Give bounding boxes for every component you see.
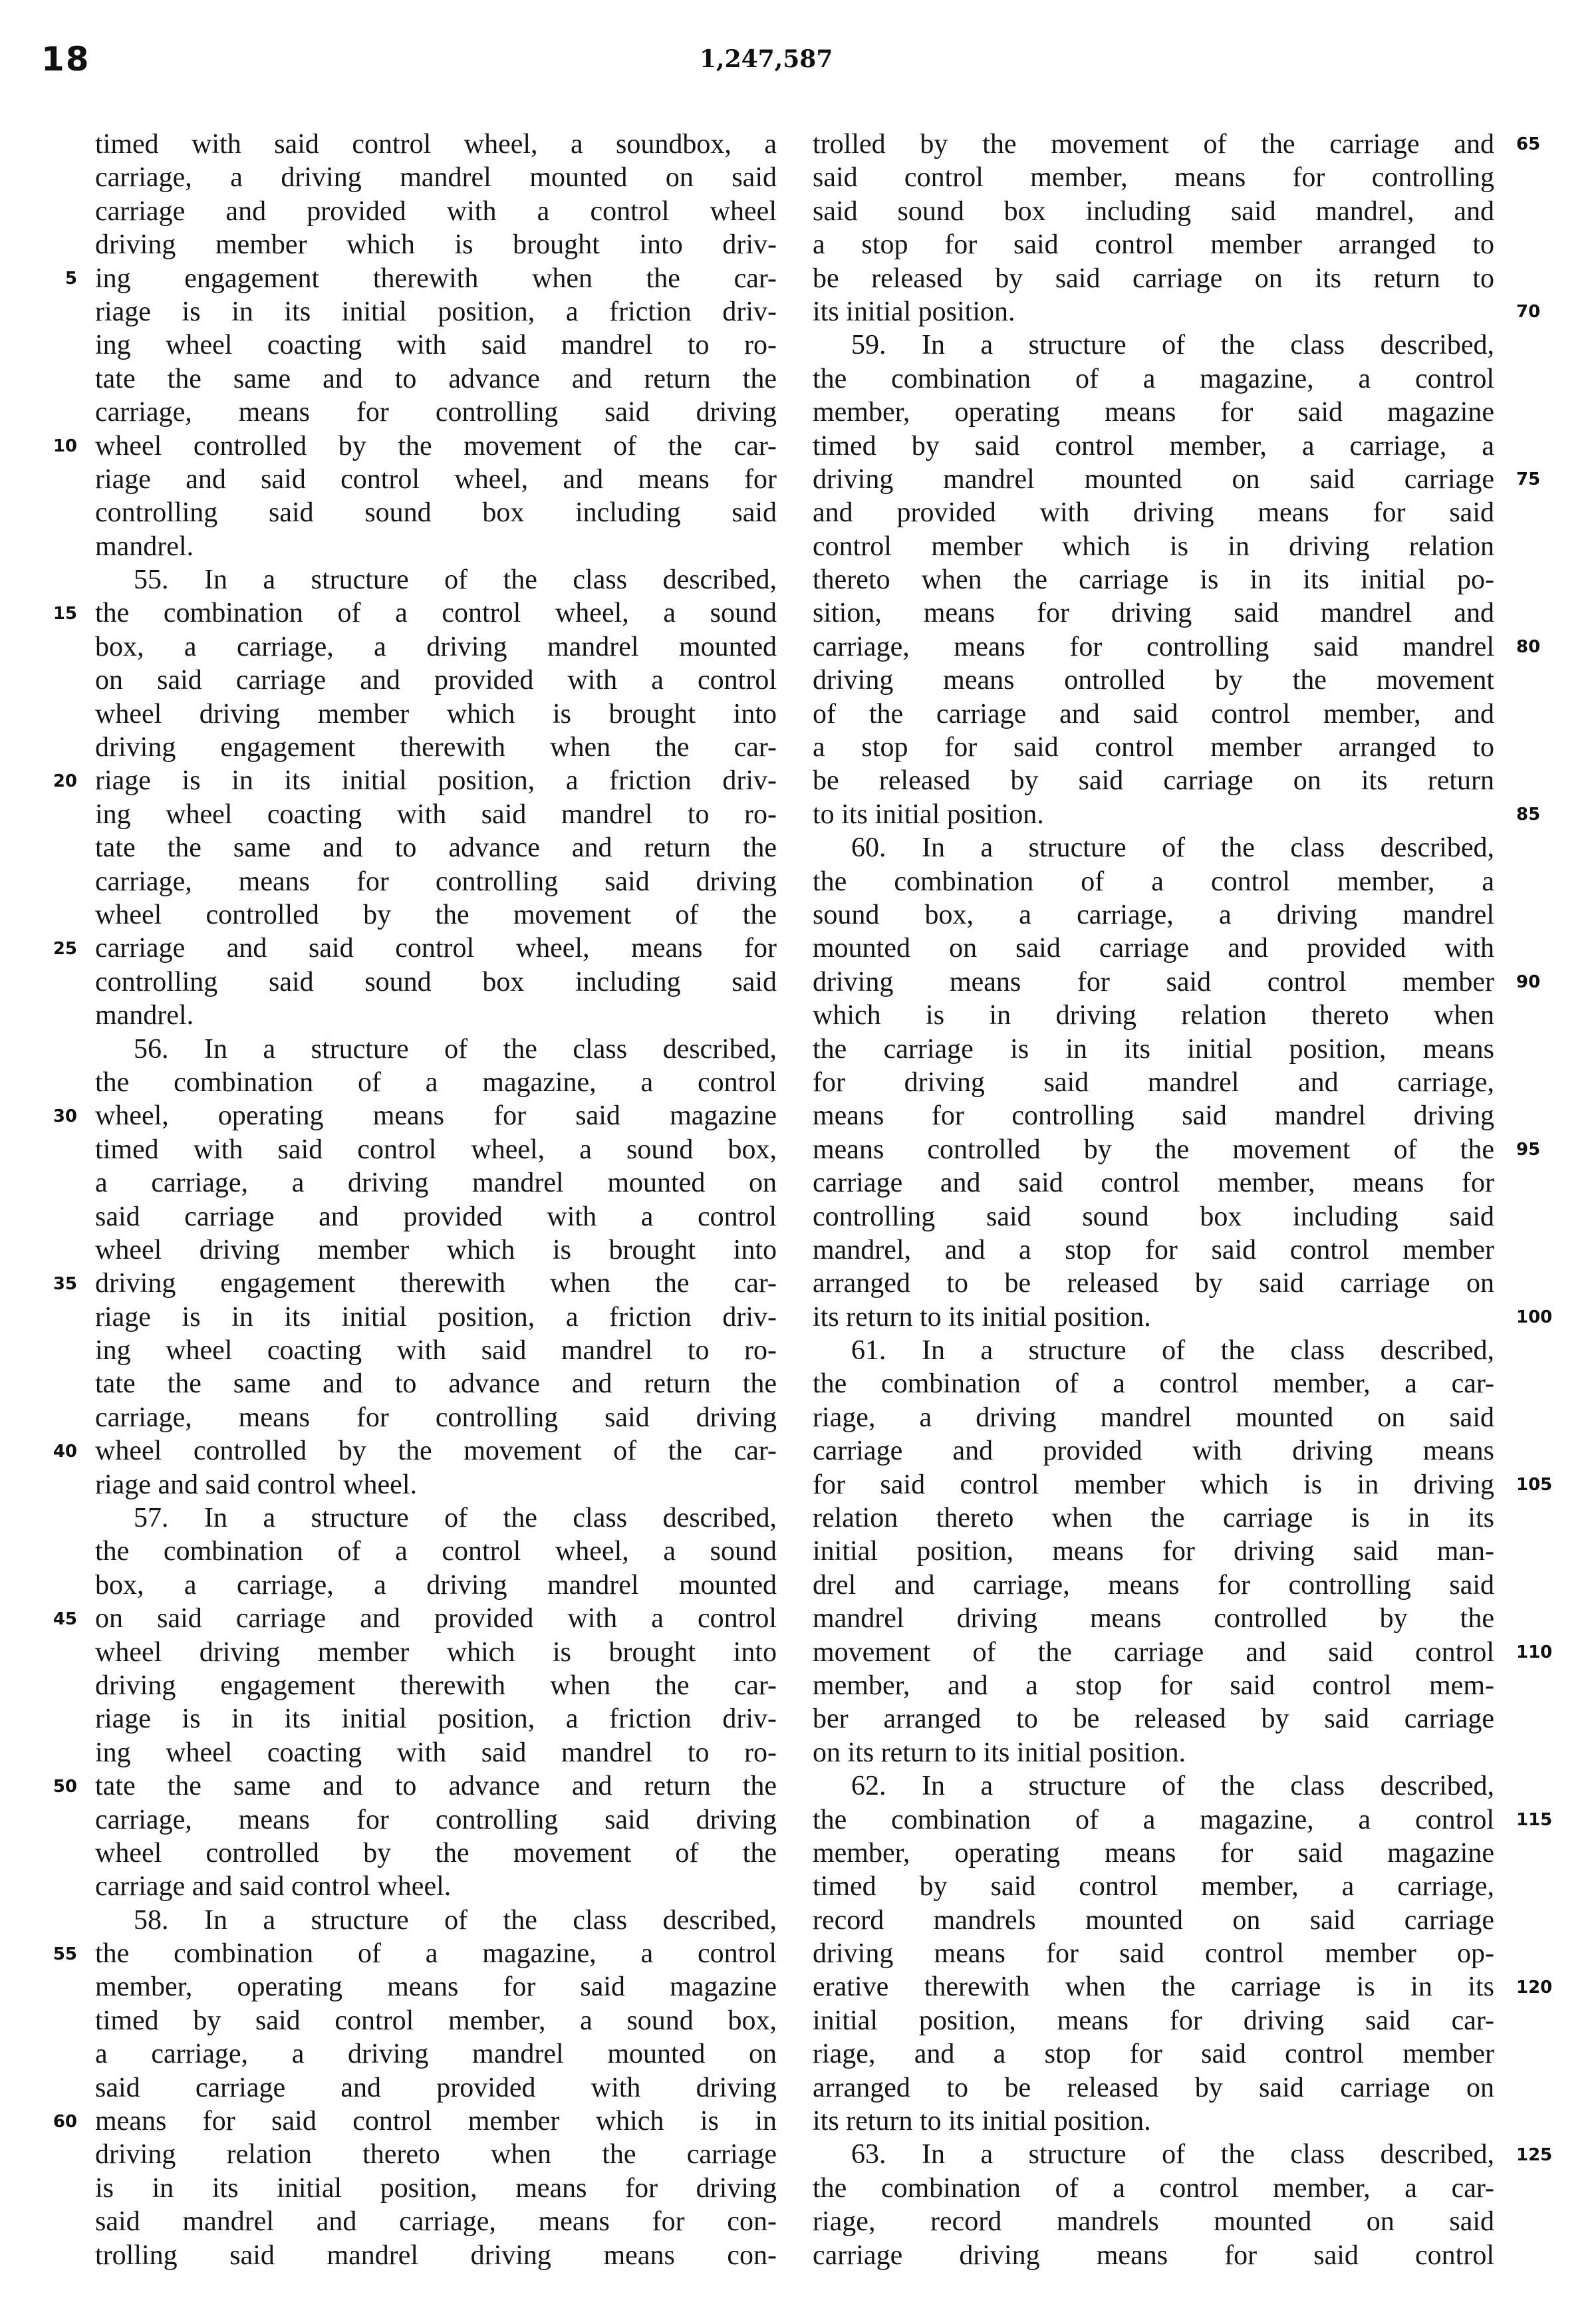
line-number: 65 xyxy=(1516,134,1541,154)
line-number: 60 xyxy=(53,2111,77,2132)
text-line: driving member which is brought into driv- xyxy=(95,229,777,261)
text-line: timed by said control member, a carriage, xyxy=(813,1871,1494,1902)
text-line: 61. In a structure of the class described, xyxy=(851,1335,1494,1366)
text-line: box, a carriage, a driving mandrel mounted xyxy=(95,1569,777,1601)
text-line: its initial position. xyxy=(813,296,1015,327)
text-line: on said carriage and provided with a control xyxy=(95,665,777,696)
text-line: driving mandrel mounted on said carriage xyxy=(813,463,1494,495)
text-line: be released by said carriage on its return to xyxy=(813,263,1494,294)
text-line: 59. In a structure of the class described, xyxy=(851,330,1494,361)
text-line: tate the same and to advance and return the xyxy=(95,363,777,394)
text-line: arranged to be released by said carriage on xyxy=(813,2072,1494,2103)
text-line: driving engagement therewith when the car- xyxy=(95,1268,777,1299)
text-line: be released by said carriage on its return xyxy=(813,765,1494,797)
text-line: controlling said sound box including said xyxy=(813,1201,1494,1232)
text-line: its return to its initial position. xyxy=(813,1301,1151,1333)
line-number: 55 xyxy=(53,1944,77,1964)
text-line: wheel controlled by the movement of the xyxy=(95,1837,777,1868)
text-line: member, operating means for said magazine xyxy=(95,1972,777,2003)
text-line: timed by said control member, a carriage, a xyxy=(813,430,1494,461)
text-line: mandrel. xyxy=(95,531,194,562)
text-line: the combination of a magazine, a control xyxy=(95,1938,777,1970)
text-line: for said control member which is in driving xyxy=(813,1469,1494,1500)
text-line: control member which is in driving relation xyxy=(813,531,1494,562)
text-line: the combination of a control member, a xyxy=(813,866,1494,897)
text-line: wheel controlled by the movement of the car- xyxy=(95,1436,777,1467)
text-line: said control member, means for controlling xyxy=(813,162,1494,193)
text-line: thereto when the carriage is in its initial po- xyxy=(813,565,1494,596)
text-line: 62. In a structure of the class described, xyxy=(851,1771,1494,1802)
text-line: 60. In a structure of the class described, xyxy=(851,833,1494,864)
text-line: wheel controlled by the movement of the car- xyxy=(95,430,777,461)
line-number: 35 xyxy=(53,1273,77,1294)
text-line: ing wheel coacting with said mandrel to ro- xyxy=(95,330,777,361)
patent-number: 1,247,587 xyxy=(700,45,833,73)
text-line: riage, and a stop for said control member xyxy=(813,2039,1494,2070)
text-line: of the carriage and said control member, and xyxy=(813,698,1494,729)
line-number: 120 xyxy=(1516,1978,1553,1997)
text-line: riage and said control wheel, and means for xyxy=(95,463,777,495)
line-number: 75 xyxy=(1516,469,1541,489)
text-line: the combination of a control member, a car- xyxy=(813,2172,1494,2204)
text-line: 56. In a structure of the class described, xyxy=(134,1033,777,1065)
text-line: riage is in its initial position, a friction driv- xyxy=(95,1704,777,1735)
text-line: carriage driving means for said control xyxy=(813,2240,1494,2271)
line-number: 125 xyxy=(1516,2145,1553,2165)
text-line: initial position, means for driving said man- xyxy=(813,1536,1494,1567)
text-line: tate the same and to advance and return the xyxy=(95,1368,777,1400)
text-line: carriage, means for controlling said driving xyxy=(95,397,777,428)
text-line: arranged to be released by said carriage on xyxy=(813,1268,1494,1299)
text-line: is in its initial position, means for driving xyxy=(95,2172,777,2204)
line-number: 15 xyxy=(53,603,77,624)
text-line: driving means for said control member xyxy=(813,966,1494,997)
line-number: 70 xyxy=(1516,302,1541,322)
text-line: for driving said mandrel and carriage, xyxy=(813,1067,1494,1098)
text-line: a stop for said control member arranged to xyxy=(813,229,1494,261)
text-line: carriage, means for controlling said driving xyxy=(95,866,777,897)
text-line: said sound box including said mandrel, and xyxy=(813,195,1494,227)
line-number: 115 xyxy=(1516,1810,1553,1830)
text-line: driving means for said control member op- xyxy=(813,1938,1494,1970)
text-line: driving engagement therewith when the car- xyxy=(95,732,777,763)
left-text-column xyxy=(95,128,777,2272)
text-line: means controlled by the movement of the xyxy=(813,1134,1494,1165)
text-line: drel and carriage, means for controlling said xyxy=(813,1569,1494,1601)
line-number: 80 xyxy=(1516,637,1541,657)
text-line: sition, means for driving said mandrel and xyxy=(813,598,1494,629)
text-line: wheel, operating means for said magazine xyxy=(95,1100,777,1132)
text-line: movement of the carriage and said control xyxy=(813,1636,1494,1668)
text-line: its return to its initial position. xyxy=(813,2106,1151,2137)
line-number: 90 xyxy=(1516,972,1541,992)
text-line: riage, a driving mandrel mounted on said xyxy=(813,1402,1494,1433)
text-line: timed by said control member, a sound box, xyxy=(95,2005,777,2036)
text-line: member, and a stop for said control mem- xyxy=(813,1670,1494,1701)
text-line: which is in driving relation thereto when xyxy=(813,1000,1494,1031)
line-number: 20 xyxy=(53,771,77,791)
text-line: mandrel, and a stop for said control member xyxy=(813,1234,1494,1265)
text-line: carriage, means for controlling said driving xyxy=(95,1402,777,1433)
text-line: trolled by the movement of the carriage and xyxy=(813,129,1494,160)
text-line: said carriage and provided with a control xyxy=(95,1201,777,1232)
text-line: driving relation thereto when the carriage xyxy=(95,2139,777,2170)
text-line: the combination of a magazine, a control xyxy=(95,1067,777,1098)
text-line: wheel driving member which is brought into xyxy=(95,1234,777,1265)
text-line: ing engagement therewith when the car- xyxy=(95,263,777,294)
text-line: the combination of a magazine, a control xyxy=(813,1804,1494,1835)
text-line: the carriage is in its initial position, means xyxy=(813,1033,1494,1065)
text-line: record mandrels mounted on said carriage xyxy=(813,1904,1494,1936)
text-line: timed with said control wheel, a soundbox, a xyxy=(95,129,777,160)
text-line: a carriage, a driving mandrel mounted on xyxy=(95,2039,777,2070)
text-line: 55. In a structure of the class described, xyxy=(134,565,777,596)
text-line: carriage and said control wheel. xyxy=(95,1871,452,1902)
text-line: carriage, means for controlling said mandrel xyxy=(813,631,1494,662)
text-line: riage and said control wheel. xyxy=(95,1469,417,1500)
text-line: ing wheel coacting with said mandrel to ro- xyxy=(95,1335,777,1366)
text-line: member, operating means for said magazine xyxy=(813,397,1494,428)
text-line: 63. In a structure of the class described, xyxy=(851,2139,1494,2170)
text-line: to its initial position. xyxy=(813,799,1044,830)
line-number: 5 xyxy=(65,268,77,289)
text-line: sound box, a carriage, a driving mandrel xyxy=(813,899,1494,930)
line-number: 50 xyxy=(53,1776,77,1797)
text-line: controlling said sound box including said xyxy=(95,966,777,997)
text-line: trolling said mandrel driving means con- xyxy=(95,2240,777,2271)
text-line: ing wheel coacting with said mandrel to ro- xyxy=(95,1737,777,1768)
text-line: the combination of a control wheel, a sound xyxy=(95,598,777,629)
line-number: 100 xyxy=(1516,1307,1553,1327)
text-line: tate the same and to advance and return the xyxy=(95,1771,777,1802)
text-line: carriage and provided with driving means xyxy=(813,1436,1494,1467)
text-line: wheel controlled by the movement of the xyxy=(95,899,777,930)
line-number: 85 xyxy=(1516,805,1541,825)
text-line: riage is in its initial position, a friction driv- xyxy=(95,765,777,797)
line-number: 40 xyxy=(53,1441,77,1462)
text-line: riage is in its initial position, a friction driv- xyxy=(95,1301,777,1333)
page-number: 18 xyxy=(41,40,90,78)
text-line: 58. In a structure of the class described, xyxy=(134,1904,777,1936)
text-line: ber arranged to be released by said carriage xyxy=(813,1704,1494,1735)
text-line: carriage and said control member, means for xyxy=(813,1168,1494,1199)
line-number: 105 xyxy=(1516,1475,1553,1495)
text-line: carriage and provided with a control wheel xyxy=(95,195,777,227)
text-line: member, operating means for said magazine xyxy=(813,1837,1494,1868)
text-line: the combination of a control wheel, a sound xyxy=(95,1536,777,1567)
text-line: timed with said control wheel, a sound box, xyxy=(95,1134,777,1165)
line-number: 45 xyxy=(53,1608,77,1629)
text-line: tate the same and to advance and return the xyxy=(95,833,777,864)
text-line: riage, record mandrels mounted on said xyxy=(813,2206,1494,2238)
text-line: relation thereto when the carriage is in its xyxy=(813,1503,1494,1534)
text-line: mounted on said carriage and provided with xyxy=(813,933,1494,964)
text-line: mandrel. xyxy=(95,1000,194,1031)
line-number: 25 xyxy=(53,938,77,959)
text-line: wheel driving member which is brought into xyxy=(95,1636,777,1668)
line-number: 110 xyxy=(1516,1642,1553,1662)
line-number: 30 xyxy=(53,1106,77,1126)
text-line: ing wheel coacting with said mandrel to ro- xyxy=(95,799,777,830)
text-line: driving means ontrolled by the movement xyxy=(813,665,1494,696)
text-line: carriage, means for controlling said driving xyxy=(95,1804,777,1835)
text-line: carriage, a driving mandrel mounted on said xyxy=(95,162,777,193)
text-line: driving engagement therewith when the car- xyxy=(95,1670,777,1701)
text-line: mandrel driving means controlled by the xyxy=(813,1603,1494,1634)
text-line: wheel driving member which is brought into xyxy=(95,698,777,729)
text-line: on its return to its initial position. xyxy=(813,1737,1186,1768)
text-line: said carriage and provided with driving xyxy=(95,2072,777,2103)
text-line: erative therewith when the carriage is in its xyxy=(813,1972,1494,2003)
text-line: controlling said sound box including said xyxy=(95,497,777,529)
text-line: the combination of a magazine, a control xyxy=(813,363,1494,394)
text-line: means for controlling said mandrel driving xyxy=(813,1100,1494,1132)
text-line: on said carriage and provided with a control xyxy=(95,1603,777,1634)
text-line: and provided with driving means for said xyxy=(813,497,1494,529)
text-line: a carriage, a driving mandrel mounted on xyxy=(95,1168,777,1199)
text-line: carriage and said control wheel, means for xyxy=(95,933,777,964)
text-line: the combination of a control member, a car- xyxy=(813,1368,1494,1400)
text-line: a stop for said control member arranged to xyxy=(813,732,1494,763)
line-number: 10 xyxy=(53,436,77,456)
line-number: 95 xyxy=(1516,1140,1541,1160)
text-line: 57. In a structure of the class described, xyxy=(134,1503,777,1534)
text-line: riage is in its initial position, a friction driv- xyxy=(95,296,777,327)
text-line: said mandrel and carriage, means for con- xyxy=(95,2206,777,2238)
right-text-column xyxy=(813,128,1494,2272)
text-line: means for said control member which is in xyxy=(95,2106,777,2137)
text-line: initial position, means for driving said car- xyxy=(813,2005,1494,2036)
text-line: box, a carriage, a driving mandrel mounted xyxy=(95,631,777,662)
